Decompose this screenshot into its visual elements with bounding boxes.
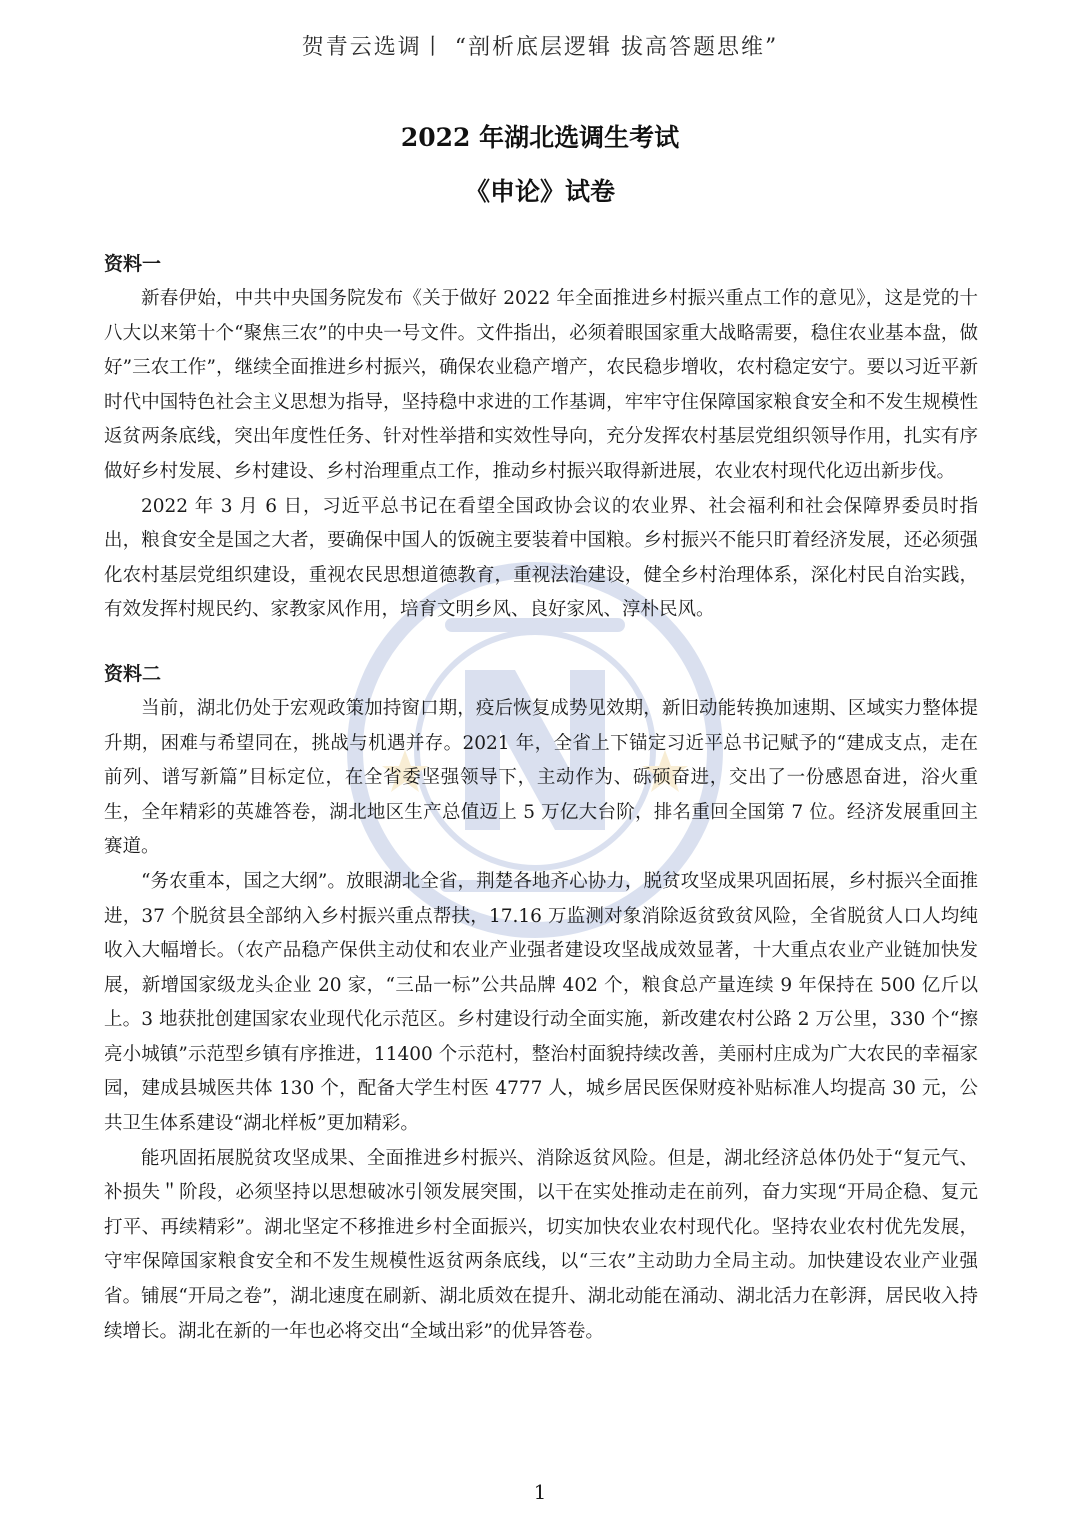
page-header: 贺青云选调丨 “剖析底层逻辑 拔高答题思维” xyxy=(301,35,779,60)
paragraph: 2022 年 3 月 6 日，习近平总书记在看望全国政协会议的农业界、社会福利和社会保障界委员时指出，粮食安全是国之大者，要确保中国人的饭碗主要装着中国粮。乡村振兴不能只盯着经济发展，还必须强化农村基层党组织建设，重视农民思想道德教育，重视法治建设，健全乡村治理体系，深化村民自治实践，有效发挥村规民约、家教家风作用，培育文明乡风、良好家风、淳朴民风。 xyxy=(104,495,978,621)
section-heading: 资料一 xyxy=(104,253,162,275)
section-material-1 xyxy=(104,248,978,628)
paragraph: 能巩固拓展脱贫攻坚成果、全面推进乡村振兴、消除返贫风险。但是，湖北经济总体仍处于“复元气、补损失＂阶段，必须坚持以思想破冰引领发展突围，以干在实处推动走在前列，奋力实现“开局企稳、复元打平、再续精彩”。湖北坚定不移推进乡村全面振兴，切实加快农业农村现代化。坚持农业农村优先发展，守牢保障国家粮食安全和不发生规模性返贫两条底线，以“三农”主动助力全局主动。加快建设农业产业强省。铺展“开局之卷”，湖北速度在刷新、湖北质效在提升、湖北动能在涌动、湖北活力在彰湃，居民收入持续增长。湖北在新的一年也必将交出“全域出彩”的优异答卷。 xyxy=(104,1147,978,1342)
paragraph: 新春伊始，中共中央国务院发布《关于做好 2022 年全面推进乡村振兴重点工作的意见》，这是党的十八大以来第十个“聚焦三农”的中央一号文件。文件指出，必须着眼国家重大战略需要，稳住农业基本盘，做好”三农工作”，继续全面推进乡村振兴，确保农业稳产增产，农民稳步增收，农村稳定安宁。要以习近平新时代中国特色社会主义思想为指导，坚持稳中求进的工作基调，牢牢守住保障国家粮食安全和不发生规模性返贫两条底线，突出年度性任务、针对性举措和实效性导向，充分发挥农村基层党组织领导作用，扎实有序做好乡村发展、乡村建设、乡村治理重点工作，推动乡村振兴取得新进展，农业农村现代化迈出新步伐。 xyxy=(104,288,978,482)
section-material-2 xyxy=(104,658,978,1349)
document-body xyxy=(104,248,978,1379)
document-title: 2022 年湖北选调生考试 xyxy=(400,123,680,152)
section-heading: 资料二 xyxy=(104,662,162,685)
page-number: 1 xyxy=(533,1480,547,1504)
paragraph: “务农重本，国之大纲”。放眼湖北全省，荆楚各地齐心协力，脱贫攻坚成果巩固拓展，乡村振兴全面推进，37 个脱贫县全部纳入乡村振兴重点帮扶，17.16 万监测对象消除返贫致贫风险，全省脱贫人口人均纯收入大幅增长。（农产品稳产保供主动仗和农业产业强者建设攻坚战成效显著，十大重点农业产业链加快发展，新增国家级龙头企业 20 家，“三品一标”公共品牌 402 个，粮食总产量连续 9 年保持在 500 亿斤以上。3 地获批创建国家农业现代化示范区。乡村建设行动全面实施，新改建农村公路 2 万公里，330 个“擦亮小城镇”示范型乡镇有序推进，11400 个示范村，整治村面貌持续改善，美丽村庄成为广大农民的幸福家园，建成县城医共体 130 个，配备大学生村医 4777 人，城乡居民医保财疫补贴标准人均提高 30 元，公共卫生体系建设“湖北样板”更加精彩。 xyxy=(104,870,978,1135)
document-subtitle: 《申论》试卷 xyxy=(464,177,615,206)
paragraph: 当前，湖北仍处于宏观政策加持窗口期，疫后恢复成势见效期，新旧动能转换加速期、区域实力整体提升期，困难与希望同在，挑战与机遇并存。2021 年，全省上下锚定习近平总书记赋予的“建成支点，走在前列、谱写新篇”目标定位，在全省委坚强领导下，主动作为、砾硕奋进，交出了一份感恩奋进，浴火重生，全年精彩的英雄答卷，湖北地区生产总值迈上 5 万亿大台阶，排名重回全国第 7 位。经济发展重回主赛道。 xyxy=(104,697,978,858)
